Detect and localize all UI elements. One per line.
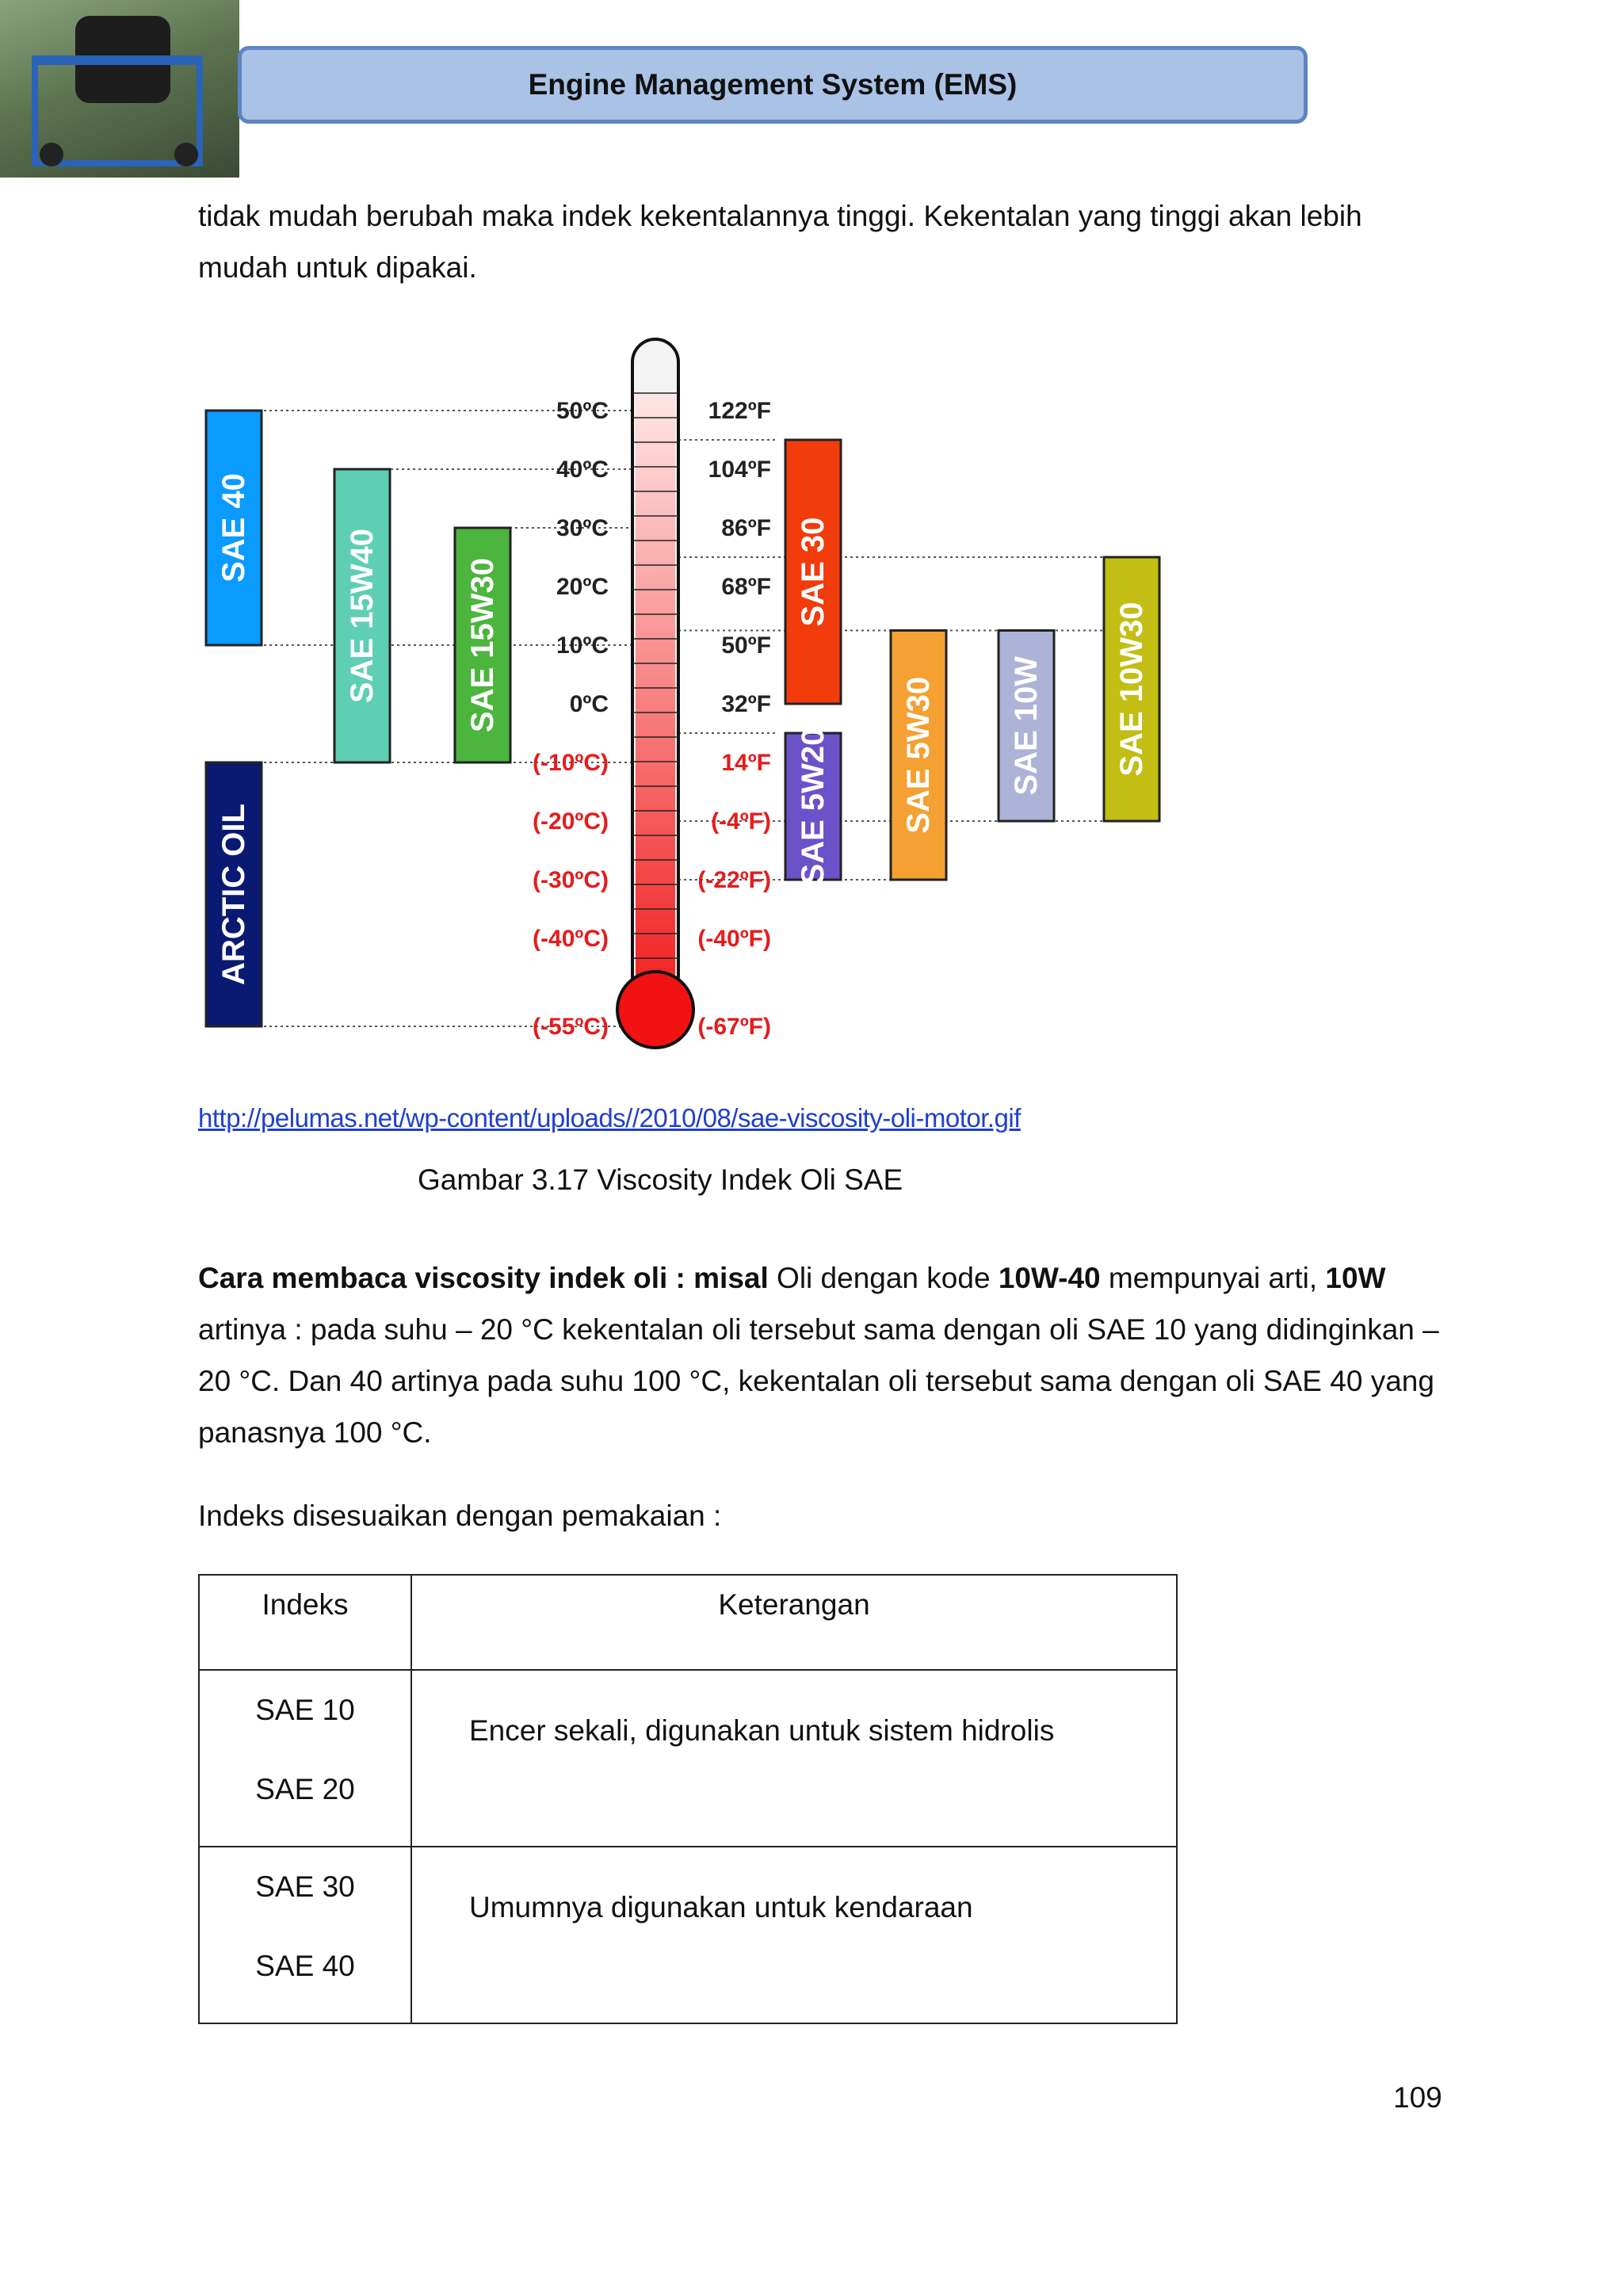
table-index-value: SAE 30 xyxy=(255,1870,355,1903)
table-index-value: SAE 20 xyxy=(255,1773,355,1805)
celsius-label: (-10ºC) xyxy=(533,750,609,776)
wheel-shape xyxy=(174,143,198,166)
bar-label: SAE 15W30 xyxy=(465,557,500,733)
bar-label: SAE 40 xyxy=(216,473,251,583)
celsius-label: 0ºC xyxy=(569,691,609,717)
intro-paragraph: tidak mudah berubah maka indek kekentalannya tinggi. Kekentalan yang tinggi akan lebih mudah untuk dipakai. xyxy=(198,200,1362,284)
fahrenheit-label: 14ºF xyxy=(721,750,771,776)
fahrenheit-label: (-4ºF) xyxy=(711,808,771,835)
celsius-label: 10ºC xyxy=(556,632,609,659)
table-cell-keterangan: Encer sekali, digunakan untuk sistem hidrolis xyxy=(411,1670,1177,1847)
celsius-label: (-20ºC) xyxy=(533,808,609,835)
bar-label: SAE 5W30 xyxy=(901,676,936,834)
fahrenheit-label: 32ºF xyxy=(721,691,771,717)
bar-label: ARCTIC OIL xyxy=(216,804,251,985)
header-title-box xyxy=(238,46,1308,124)
table-header-row xyxy=(199,1575,1177,1670)
fahrenheit-label: (-40ºF) xyxy=(697,926,771,952)
wheel-shape xyxy=(40,143,63,166)
table-header-keterangan: Keterangan xyxy=(411,1575,1177,1670)
celsius-label: 50ºC xyxy=(556,398,609,424)
table-index-value: SAE 10 xyxy=(255,1694,355,1726)
bar-label: SAE 10W xyxy=(1009,655,1044,796)
celsius-label: (-30ºC) xyxy=(533,867,609,893)
explanation-w: 10W xyxy=(1325,1262,1386,1294)
fahrenheit-label: 86ºF xyxy=(721,515,771,541)
celsius-label: (-55ºC) xyxy=(533,1014,609,1040)
figure-caption: Gambar 3.17 Viscosity Indek Oli SAE xyxy=(418,1163,903,1196)
index-table xyxy=(198,1574,1178,2024)
table-header-indeks: Indeks xyxy=(199,1575,411,1670)
celsius-label: 20ºC xyxy=(556,574,609,600)
table-row xyxy=(199,1670,1177,1847)
header-engine-photo xyxy=(0,0,239,178)
page-number: 109 xyxy=(1393,2081,1442,2114)
bar-label: SAE 30 xyxy=(796,517,831,627)
table-cell-indeks xyxy=(199,1847,411,2023)
fahrenheit-label: (-22ºF) xyxy=(697,867,771,893)
table-intro: Indeks disesuaikan dengan pemakaian : xyxy=(198,1499,722,1532)
viscosity-chart xyxy=(198,317,1189,1062)
source-link[interactable]: http://pelumas.net/wp-content/uploads//2010/08/sae-viscosity-oli-motor.gif xyxy=(198,1103,1021,1133)
fahrenheit-label: 104ºF xyxy=(708,457,771,483)
celsius-label: 30ºC xyxy=(556,515,609,541)
bar-label: SAE 5W20 xyxy=(796,728,831,885)
celsius-label: 40ºC xyxy=(556,457,609,483)
explanation-text-1: Oli dengan kode xyxy=(768,1262,999,1294)
fahrenheit-label: 122ºF xyxy=(708,398,771,424)
table-index-value: SAE 40 xyxy=(255,1950,355,1982)
header-title: Engine Management System (EMS) xyxy=(528,68,1018,101)
table-cell-indeks xyxy=(199,1670,411,1847)
explanation-lead: Cara membaca viscosity indek oli : misal xyxy=(198,1262,769,1294)
celsius-label: (-40ºC) xyxy=(533,926,609,952)
explanation-code: 10W-40 xyxy=(998,1262,1101,1294)
fahrenheit-label: 68ºF xyxy=(721,574,771,600)
explanation-text-3: artinya : pada suhu – 20 °C kekentalan oli tersebut sama dengan oli SAE 10 yang didinginkan – 20 °C. Dan 40 artinya pada suhu 100 °C, kekentalan oli tersebut sama dengan oli SAE 40 yang panasnya 100 °C. xyxy=(198,1313,1439,1449)
explanation-paragraph xyxy=(198,1252,1450,1458)
table-cell-keterangan: Umumnya digunakan untuk kendaraan xyxy=(411,1847,1177,2023)
table-row xyxy=(199,1847,1177,2023)
thermometer-fill xyxy=(636,393,675,1019)
bar-label: SAE 10W30 xyxy=(1114,602,1149,777)
thermometer-bulb xyxy=(617,972,693,1048)
fahrenheit-label: 50ºF xyxy=(721,632,771,659)
bar-label: SAE 15W40 xyxy=(345,528,380,704)
fahrenheit-label: (-67ºF) xyxy=(697,1014,771,1040)
explanation-text-2: mempunyai arti, xyxy=(1100,1262,1326,1294)
